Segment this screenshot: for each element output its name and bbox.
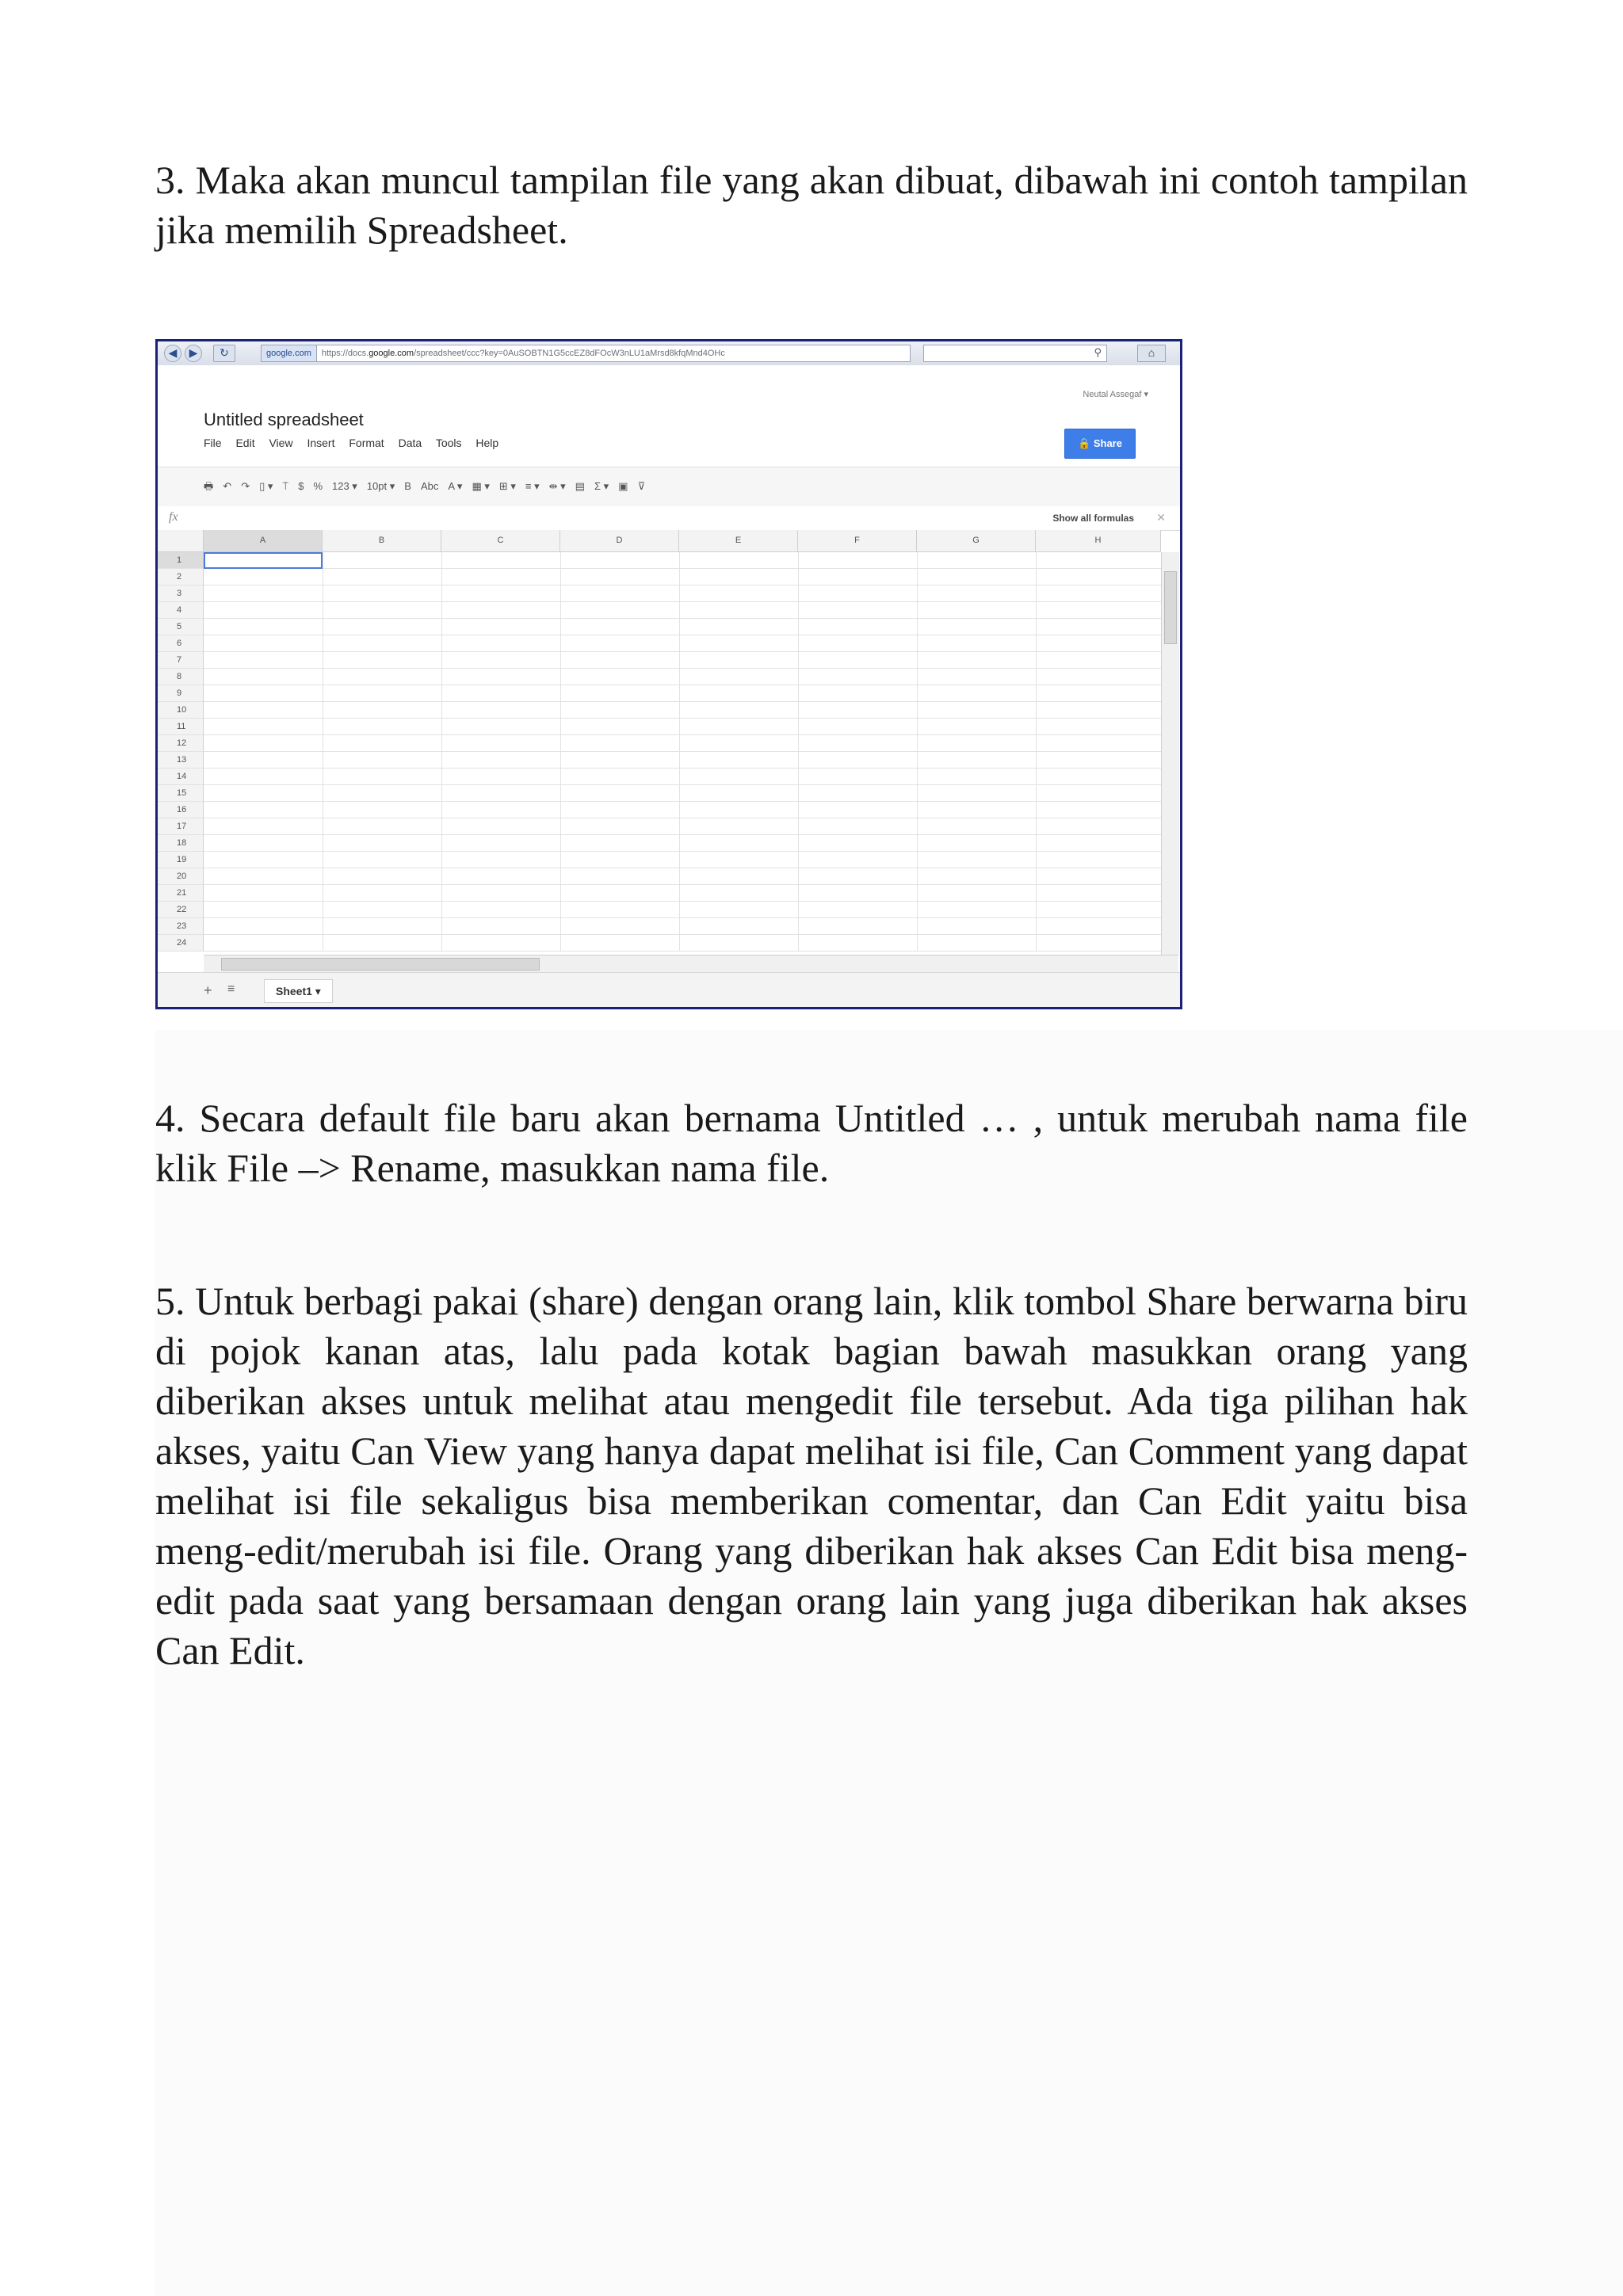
toolbar-button[interactable]: ▣ [618,480,628,492]
column-header-b[interactable]: B [323,530,441,552]
forward-icon[interactable]: ▶ [185,345,202,362]
row-header-16[interactable]: 16 [158,802,204,818]
menu-data[interactable]: Data [398,437,422,449]
toolbar-button[interactable]: 123 ▾ [332,480,357,492]
home-icon[interactable]: ⌂ [1137,345,1166,362]
row-header-3[interactable]: 3 [158,585,204,602]
refresh-icon[interactable]: ↻ [213,345,235,362]
column-header-h[interactable]: H [1036,530,1161,552]
menu-help[interactable]: Help [475,437,499,449]
grid-corner[interactable] [158,530,204,552]
close-icon[interactable]: ✕ [1156,511,1166,524]
row-header-19[interactable]: 19 [158,852,204,868]
row-gridline [204,834,1161,835]
row-header-18[interactable]: 18 [158,835,204,852]
row-header-23[interactable]: 23 [158,918,204,935]
menu-edit[interactable]: Edit [235,437,255,449]
toolbar-button[interactable]: A ▾ [448,480,463,492]
row-gridline [204,784,1161,785]
column-header-g[interactable]: G [917,530,1036,552]
toolbar-button[interactable]: % [313,480,323,492]
column-gridline [917,552,918,952]
column-header-f[interactable]: F [798,530,917,552]
row-header-12[interactable]: 12 [158,735,204,752]
vertical-scroll-thumb[interactable] [1164,571,1177,644]
paragraph-step-4: 4. Secara default file baru akan bernama Untitled … , untuk merubah nama file klik File –> Rename, masukkan nama file. [155,1096,1468,1190]
row-header-13[interactable]: 13 [158,752,204,769]
toolbar-button[interactable]: 🖶 [204,480,214,492]
url-prefix: https://docs. [321,349,369,358]
row-header-15[interactable]: 15 [158,785,204,802]
sheet-tab[interactable]: Sheet1 ▾ [264,979,333,1003]
vertical-scrollbar[interactable] [1161,552,1179,955]
column-gridline [560,552,561,952]
row-gridline [204,601,1161,602]
toolbar-button[interactable]: ↷ [241,480,250,492]
paragraph-step-3: 3. Maka akan muncul tampilan file yang akan dibuat, dibawah ini contoh tampilan jika memilih Spreadsheet. [155,158,1468,252]
row-gridline [204,701,1161,702]
toolbar-button[interactable]: ⊽ [637,480,645,492]
toolbar-button[interactable]: Σ ▾ [594,480,609,492]
row-header-8[interactable]: 8 [158,669,204,685]
column-gridline [1036,552,1037,952]
row-gridline [204,651,1161,652]
row-gridline [204,951,1161,952]
column-header-c[interactable]: C [441,530,560,552]
row-gridline [204,568,1161,569]
sheet-list-icon[interactable]: ≡ [227,982,235,996]
horizontal-scroll-thumb[interactable] [221,958,540,971]
url-domain-badge: google.com [262,345,317,361]
row-gridline [204,884,1161,885]
back-icon[interactable]: ◀ [164,345,181,362]
row-header-11[interactable]: 11 [158,719,204,735]
row-gridline [204,768,1161,769]
toolbar-button[interactable]: 10pt ▾ [366,480,395,492]
show-all-formulas-link[interactable]: Show all formulas [1052,513,1134,524]
fx-icon: fx [169,510,178,524]
row-header-20[interactable]: 20 [158,868,204,885]
row-gridline [204,734,1161,735]
add-sheet-button[interactable]: + [204,982,212,998]
toolbar-button[interactable]: $ [298,480,304,492]
row-header-5[interactable]: 5 [158,619,204,635]
paragraph-step-5: 5. Untuk berbagi pakai (share) dengan orang lain, klik tombol Share berwarna biru di pojok kanan atas, lalu pada kotak bagian bawah masukkan orang yang diberikan akses untuk melihat atau mengedit file tersebut. Ada tiga pilihan hak akses, yaitu Can View yang hanya dapat melihat isi file, Can Comment yang dapat melihat isi file sekaligus bisa memberikan comentar, dan Can Edit yaitu bisa meng-edit/merubah isi file. Orang yang diberikan hak akses Can Edit bisa meng-edit pada saat yang bersamaan dengan orang lain yang juga diberikan hak akses Can Edit. [155,1279,1468,1672]
row-gridline [204,851,1161,852]
row-header-22[interactable]: 22 [158,902,204,918]
row-header-1[interactable]: 1 [158,552,204,569]
row-gridline [204,618,1161,619]
toolbar-button[interactable]: B [404,480,411,492]
spreadsheet-screenshot [155,339,1182,1009]
row-header-9[interactable]: 9 [158,685,204,702]
menu-view[interactable]: View [269,437,293,449]
column-gridline [679,552,680,952]
url-path: /spreadsheet/ccc?key=0AuSOBTN1G5ccEZ8dFOcW3nLU1aMrsd8kfqMnd4OHc [414,349,725,358]
menu-tools[interactable]: Tools [435,437,462,449]
row-header-7[interactable]: 7 [158,652,204,669]
active-cell-a1[interactable] [204,552,323,569]
row-header-17[interactable]: 17 [158,818,204,835]
column-header-a[interactable]: A [204,530,323,552]
row-gridline [204,751,1161,752]
spreadsheet-grid[interactable] [158,341,1180,1007]
sheet-tab-bar [158,972,1180,1009]
row-gridline [204,668,1161,669]
toolbar-button[interactable]: ⇹ ▾ [548,480,566,492]
toolbar-button[interactable]: ≡ ▾ [525,480,540,492]
column-gridline [798,552,799,952]
row-header-10[interactable]: 10 [158,702,204,719]
column-header-d[interactable]: D [560,530,679,552]
row-header-2[interactable]: 2 [158,569,204,585]
row-gridline [204,718,1161,719]
row-gridline [204,917,1161,918]
toolbar-button[interactable]: ↶ [223,480,232,492]
row-header-21[interactable]: 21 [158,885,204,902]
menu-file[interactable]: File [204,437,222,449]
menu-format[interactable]: Format [349,437,384,449]
toolbar-button[interactable]: ▤ [575,480,585,492]
row-header-14[interactable]: 14 [158,769,204,785]
search-icon[interactable]: ⚲ [1094,346,1102,358]
column-header-e[interactable]: E [679,530,798,552]
horizontal-scrollbar[interactable] [204,955,1178,973]
account-name[interactable]: Neutal Assegaf ▾ [1083,390,1148,399]
row-gridline [204,801,1161,802]
column-gridline [441,552,442,952]
row-header-6[interactable]: 6 [158,635,204,652]
row-header-24[interactable]: 24 [158,935,204,952]
toolbar-button[interactable]: ⍑ [282,480,289,492]
toolbar-button[interactable]: ▯ ▾ [259,480,273,492]
menu-insert[interactable]: Insert [307,437,335,449]
url-host: google.com [369,349,414,358]
toolbar-button[interactable]: ⊞ ▾ [498,480,516,492]
document-title[interactable]: Untitled spreadsheet [204,410,364,429]
toolbar-button[interactable]: Abc [420,480,439,492]
row-header-4[interactable]: 4 [158,602,204,619]
toolbar-button[interactable]: ▦ ▾ [472,480,490,492]
row-gridline [204,901,1161,902]
share-button[interactable]: 🔒 Share [1064,429,1136,459]
row-gridline [204,934,1161,935]
